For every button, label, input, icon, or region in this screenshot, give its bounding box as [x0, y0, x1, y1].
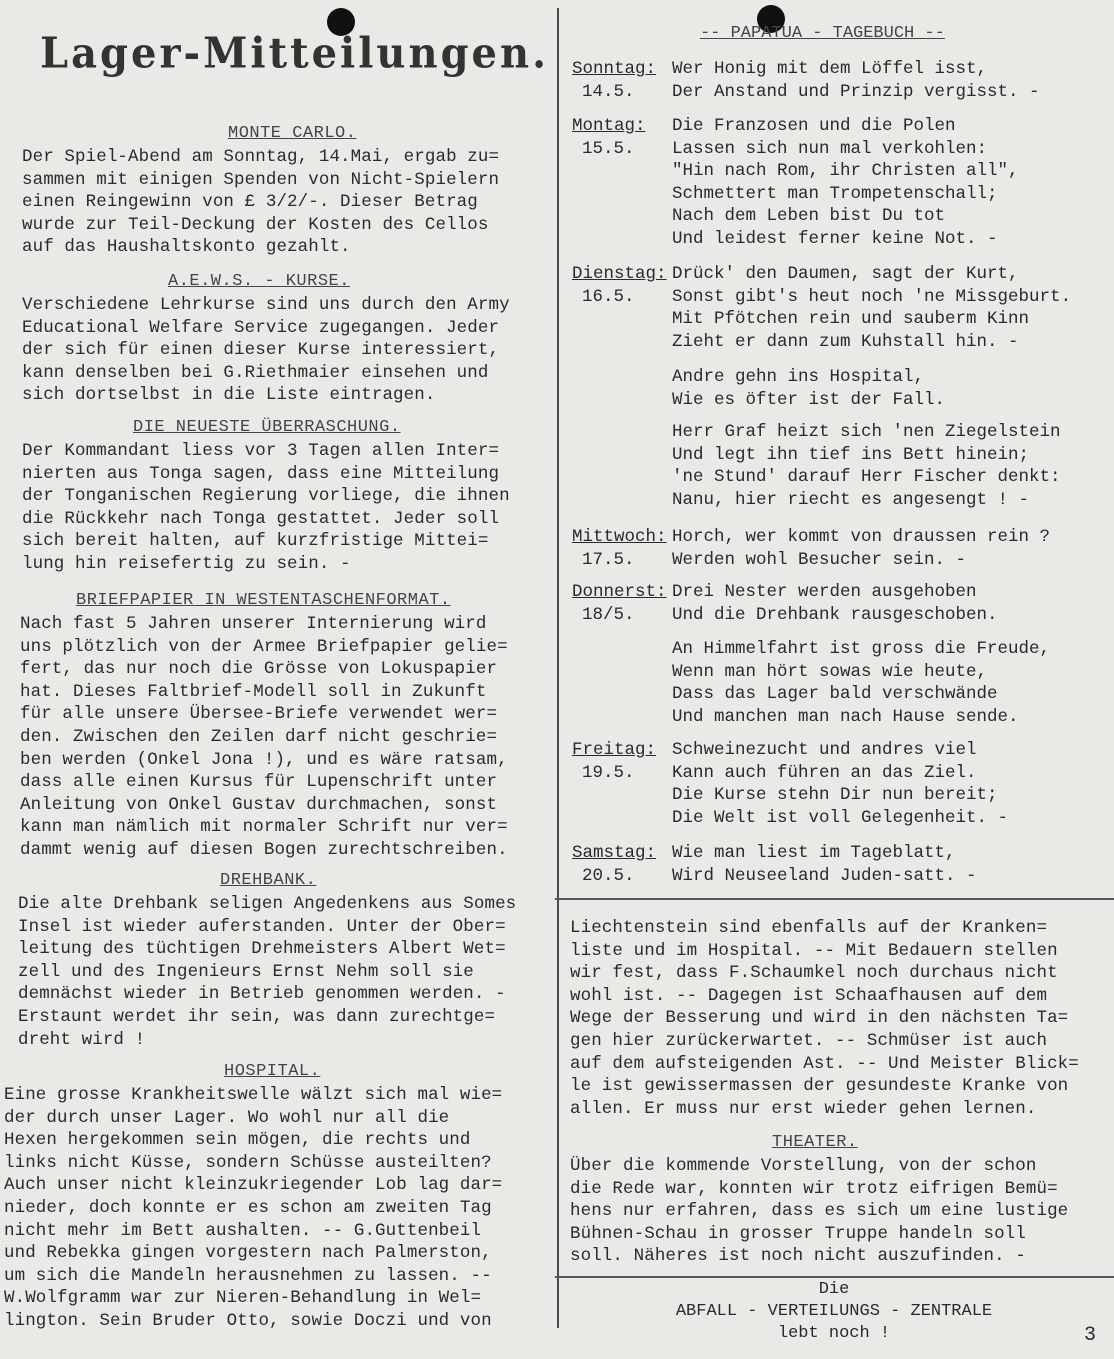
text-line: einen Reingewinn von £ 3/2/-. Dieser Betrag [22, 192, 478, 213]
column-divider [557, 8, 559, 1328]
text-line: le ist gewissermassen der gesundeste Kranke von [570, 1076, 1069, 1097]
text-line: fert, das nur noch die Grösse von Lokuspapier [20, 659, 498, 680]
section-body-hospital [4, 1084, 502, 1333]
verse-line: Wenn man hört sowas wie heute, [672, 661, 988, 682]
text-line: zell und des Ingenieurs Ernst Nehm soll sie [18, 961, 474, 982]
text-line: hens nur erfahren, dass es sich um eine lustige [570, 1201, 1069, 1222]
diary-day-name: Montag: [572, 116, 646, 136]
text-line: Eine grosse Krankheitswelle wälzt sich mal wie= [4, 1085, 503, 1105]
text-line: wir fest, dass F.Schaumkel noch durchaus nicht [570, 963, 1058, 984]
diary-day [572, 739, 656, 762]
section-title-ueberraschung: DIE NEUESTE ÜBERRASCHUNG. [133, 418, 401, 437]
verse-line: Wer Honig mit dem Löffel isst, [672, 59, 988, 79]
section-title-briefpapier: BRIEFPAPIER IN WESTENTASCHENFORMAT. [76, 591, 451, 610]
verse-line: Drei Nester werden ausgehoben [672, 582, 977, 602]
text-line: lington. Sein Bruder Otto, sowie Doczi und von [4, 1310, 492, 1331]
text-line: Der Spiel-Abend am Sonntag, 14.Mai, ergab zu= [22, 147, 500, 167]
footer-line: Die [818, 1280, 850, 1299]
diary-verse [672, 263, 1071, 353]
text-line: nierten aus Tonga sagen, dass eine Mitteilung [22, 463, 500, 484]
text-line: der durch unser Lager. Wo wohl nur all die [4, 1107, 450, 1128]
verse-line: Horch, wer kommt von draussen rein ? [672, 527, 1051, 547]
text-line: links nicht Küsse, sondern Schüsse austeilten? [4, 1152, 492, 1173]
text-line: hat. Dieses Faltbrief-Modell soll in Zukunft [20, 681, 487, 702]
verse-line: Schweinezucht und andres viel [672, 740, 977, 760]
text-line: den. Zwischen den Zeilen darf nicht geschrie= [20, 726, 498, 747]
text-line: W.Wolfgramm war zur Nieren-Behandlung in Wel= [4, 1288, 482, 1309]
masthead-title: Lager-Mitteilungen. [40, 28, 549, 79]
text-line: demnächst wieder in Betrieb genommen werden. - [18, 984, 506, 1005]
text-line: Über die kommende Vorstellung, von der schon [570, 1156, 1037, 1176]
diary-date: 15.5. [582, 138, 635, 159]
verse-line: Und legt ihn tief ins Bett hinein; [672, 444, 1030, 465]
section-title-theater: THEATER. [772, 1133, 858, 1152]
footer-line: lebt noch ! [777, 1324, 891, 1343]
diary-day [572, 115, 646, 138]
text-line: dreht wird ! [18, 1029, 146, 1050]
section-body-briefpapier [20, 613, 508, 862]
diary-date: 14.5. [582, 81, 635, 102]
text-line: leitung des tüchtigen Drehmeisters Albert Wet= [18, 939, 506, 960]
diary-day-name: Mittwoch: [572, 527, 667, 547]
diary-verse [672, 58, 1040, 103]
section-body-aews-kurse [22, 294, 510, 407]
text-line: nicht mehr im Bett aushalten. -- G.Guttenbeil [4, 1220, 482, 1241]
verse-line: Lassen sich nun mal verkohlen: [672, 138, 988, 159]
text-line: sich bereit halten, auf kurzfristige Mittei= [22, 531, 489, 552]
text-line: soll. Näheres ist noch nicht auszufinden. - [570, 1246, 1026, 1267]
section-title-aews-kurse: A.E.W.S. - KURSE. [168, 272, 350, 291]
text-line: und Rebekka gingen vorgestern nach Palmerston, [4, 1243, 492, 1264]
verse-line: Zieht er dann zum Kuhstall hin. - [672, 331, 1019, 352]
text-line: Erstaunt werdet ihr sein, was dann zurechtge= [18, 1006, 496, 1027]
text-line: Insel ist wieder auferstanden. Unter der Ober= [18, 916, 506, 937]
verse-line: 'ne Stund' darauf Herr Fischer denkt: [672, 467, 1061, 488]
verse-line: Dass das Lager bald verschwände [672, 684, 998, 705]
text-line: sich dortselbst in die Liste eintragen. [22, 385, 436, 406]
section-title-drehbank: DREHBANK. [220, 871, 317, 890]
section-body-monte-carlo [22, 146, 499, 259]
text-line: Verschiedene Lehrkurse sind uns durch den Army [22, 295, 510, 315]
diary-day-name: Samstag: [572, 843, 657, 863]
diary-verse [672, 115, 1019, 251]
diary-day [572, 842, 656, 865]
text-line: Bühnen-Schau in grosser Truppe handeln soll [570, 1223, 1026, 1244]
verse-line: Wie man liest im Tageblatt, [672, 843, 956, 863]
text-line: gen hier zurückerwartet. -- Schmüser ist auch [570, 1030, 1048, 1051]
diary-verse [672, 366, 945, 411]
verse-line: Kann auch führen an das Ziel. [672, 762, 977, 783]
text-line: uns plötzlich von der Armee Briefpapier gelie= [20, 636, 508, 657]
text-line: sammen mit einigen Spenden von Nicht-Spielern [22, 169, 500, 190]
text-line: die Rückkehr nach Tonga gestattet. Jeder soll [22, 508, 500, 529]
diary-day-name: Sonntag: [572, 59, 657, 79]
diary-date: 20.5. [582, 865, 635, 886]
text-line: Der Kommandant liess vor 3 Tagen allen Inter= [22, 441, 500, 461]
verse-line: Sonst gibt's heut noch 'ne Missgeburt. [672, 286, 1072, 307]
verse-line: Der Anstand und Prinzip vergisst. - [672, 81, 1040, 102]
diary-day-name: Freitag: [572, 740, 657, 760]
diary-date: 16.5. [582, 286, 635, 307]
text-line: der Tonganischen Regierung vorliege, die ihnen [22, 486, 510, 507]
diary-day [572, 581, 667, 604]
diary-verse [672, 739, 1008, 829]
diary-date: 17.5. [582, 549, 635, 570]
text-line: auf das Haushaltskonto gezahlt. [22, 237, 351, 258]
section-body-theater [570, 1155, 1068, 1268]
verse-line: Wie es öfter ist der Fall. [672, 389, 946, 410]
text-line: kann denselben bei G.Riethmaier einsehen und [22, 362, 489, 383]
text-line: Liechtenstein sind ebenfalls auf der Kranken= [570, 918, 1048, 938]
verse-line: Nach dem Leben bist Du tot [672, 206, 946, 227]
verse-line: Und leidest ferner keine Not. - [672, 228, 998, 249]
verse-line: Werden wohl Besucher sein. - [672, 549, 967, 570]
text-line: Educational Welfare Service zugegangen. Jeder [22, 317, 500, 338]
text-line: kann man nämlich mit normaler Schrift nur ver= [20, 817, 508, 838]
text-line: lung hin reisefertig zu sein. - [22, 553, 351, 574]
page-number: 3 [1083, 1324, 1096, 1347]
text-line: dammt wenig auf diesen Bogen zurechtschreiben. [20, 839, 508, 860]
verse-line: Nanu, hier riecht es angesengt ! - [672, 489, 1030, 510]
diary-day-name: Dienstag: [572, 264, 667, 284]
verse-line: Die Franzosen und die Polen [672, 116, 956, 136]
text-line: allen. Er muss nur erst wieder gehen lernen. [570, 1098, 1037, 1119]
diary-day [572, 263, 667, 286]
diary-day [572, 58, 656, 81]
verse-line: Wird Neuseeland Juden-satt. - [672, 865, 977, 886]
section-body-drehbank [18, 893, 516, 1051]
text-line: Wege der Besserung und wird in den nächsten Ta= [570, 1008, 1069, 1029]
diary-day-name: Donnerst: [572, 582, 667, 602]
verse-line: Drück' den Daumen, sagt der Kurt, [672, 264, 1019, 284]
text-line: Nach fast 5 Jahren unserer Internierung wird [20, 614, 487, 634]
text-line: auf dem aufsteigenden Ast. -- Und Meister Blick= [570, 1053, 1079, 1074]
text-line: um sich die Mandeln herausnehmen zu lassen. -- [4, 1265, 492, 1286]
section-title-monte-carlo: MONTE CARLO. [228, 124, 357, 143]
diary-verse [672, 638, 1050, 728]
verse-line: "Hin nach Rom, ihr Christen all", [672, 161, 1019, 182]
diary-verse [672, 526, 1050, 571]
text-line: wurde zur Teil-Deckung der Kosten des Cellos [22, 214, 489, 235]
verse-line: Und manchen man nach Hause sende. [672, 706, 1019, 727]
text-line: liste und im Hospital. -- Mit Bedauern stellen [570, 940, 1058, 961]
diary-date: 19.5. [582, 762, 635, 783]
text-line: für alle unsere Übersee-Briefe verwendet wer= [20, 704, 498, 725]
diary-title: -- PAPATUA - TAGEBUCH -- [700, 24, 945, 43]
verse-line: Die Welt ist voll Gelegenheit. - [672, 807, 1009, 828]
verse-line: Und die Drehbank rausgeschoben. [672, 604, 998, 625]
text-line: Hexen hergekommen sein mögen, die rechts und [4, 1130, 471, 1151]
diary-verse [672, 421, 1061, 511]
verse-line: Die Kurse stehn Dir nun bereit; [672, 785, 998, 806]
text-line: dass alle einen Kursus für Lupenschrift unter [20, 772, 498, 793]
text-line: der sich für einen dieser Kurse interessiert, [22, 340, 500, 361]
text-line: Die alte Drehbank seligen Angedenkens aus Somes [18, 894, 517, 914]
text-line: wohl ist. -- Dagegen ist Schaafhausen auf dem [570, 985, 1048, 1006]
text-line: Auch unser nicht kleinzukriegender Lob lag dar= [4, 1175, 503, 1196]
verse-line: Andre gehn ins Hospital, [672, 367, 925, 387]
text-line: Anleitung von Onkel Gustav durchmachen, sonst [20, 794, 498, 815]
section-body-ueberraschung [22, 440, 510, 576]
text-line: ben werden (Onkel Jona !), und es wäre ratsam, [20, 749, 508, 770]
text-line: nieder, doch konnte er es schon am zweiten Tag [4, 1197, 492, 1218]
divider [555, 1276, 1114, 1278]
divider [555, 898, 1114, 900]
verse-line: Schmettert man Trompetenschall; [672, 183, 998, 204]
text-line: die Rede war, konnten wir trotz eifrigen Bemü= [570, 1178, 1058, 1199]
verse-line: Mit Pfötchen rein und sauberm Kinn [672, 309, 1030, 330]
footer-line: ABFALL - VERTEILUNGS - ZENTRALE [675, 1302, 993, 1321]
section-title-hospital: HOSPITAL. [224, 1062, 321, 1081]
verse-line: Herr Graf heizt sich 'nen Ziegelstein [672, 422, 1061, 442]
diary-verse [672, 581, 998, 626]
diary-verse [672, 842, 977, 887]
diary-day [572, 526, 667, 549]
verse-line: An Himmelfahrt ist gross die Freude, [672, 639, 1051, 659]
hospital-continued-body [570, 917, 1079, 1120]
diary-date: 18/5. [582, 604, 635, 625]
